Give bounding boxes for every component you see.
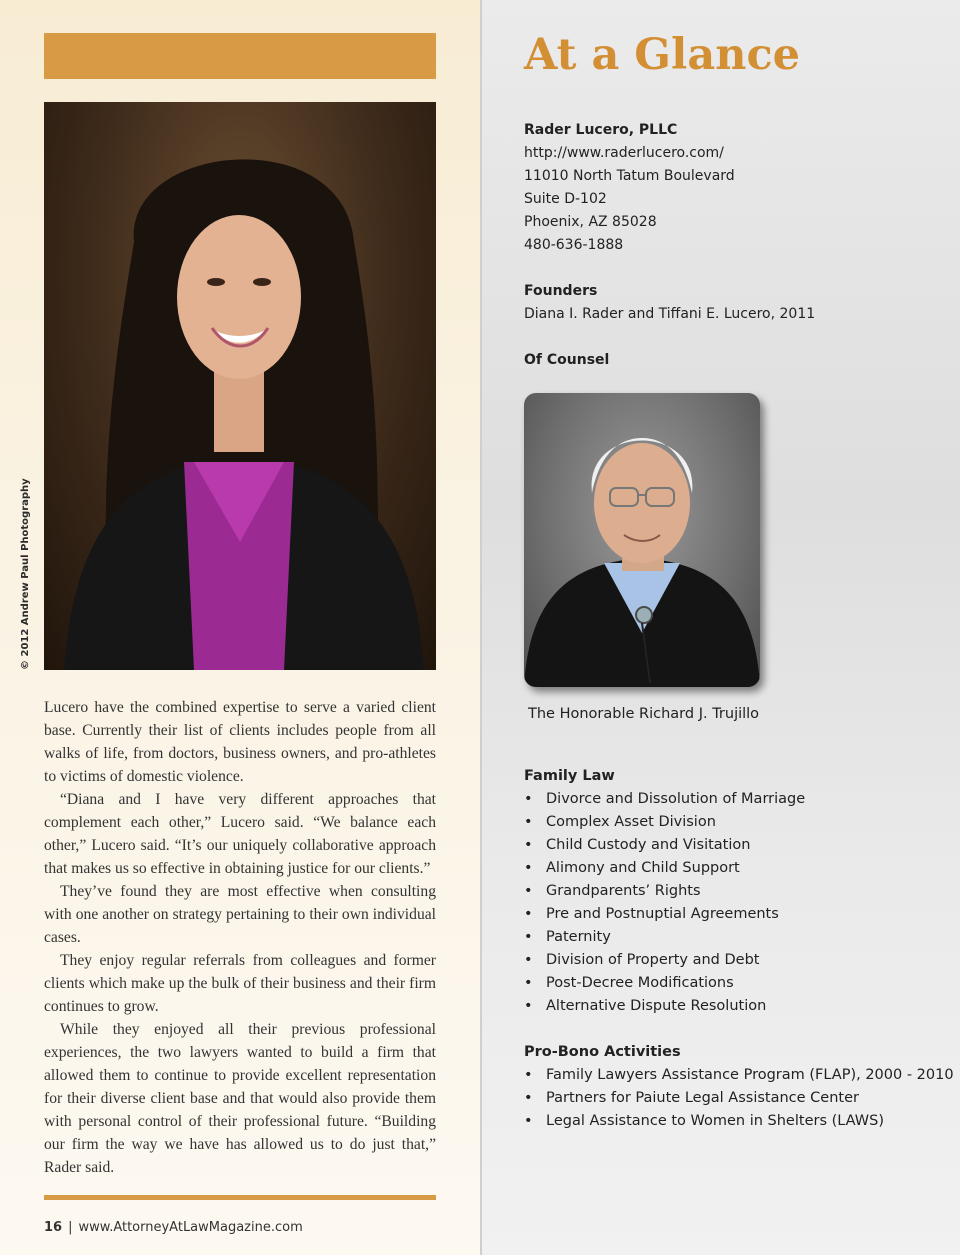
bullet-icon: • [524, 1090, 533, 1106]
list-item: • Post-Decree Modifications [524, 972, 805, 995]
header-accent-bar [44, 33, 436, 79]
bullet-icon: • [524, 952, 533, 968]
footer-separator: | [68, 1220, 73, 1235]
pro-bono-section [524, 1041, 954, 1133]
founders-value: Diana I. Rader and Tiffani E. Lucero, 2011 [524, 306, 816, 322]
author-photo [44, 102, 436, 670]
article-paragraph: “Diana and I have very different approaches that complement each other,” Lucero said. “We balance each other,” Lucero said. “It’s our uniquely collaborative approach that makes us so effective in obtaining justice for our clients.” [44, 791, 436, 877]
firm-suite: Suite D-102 [524, 191, 607, 207]
list-item: • Family Lawyers Assistance Program (FLAP), 2000 - 2010 [524, 1064, 954, 1087]
article-body [44, 696, 436, 1179]
article-paragraph: Lucero have the combined expertise to serve a varied client base. Currently their list of clients includes people from all walks of life, from doctors, business owners, and pro-athletes to victims of domestic violence. [44, 699, 436, 785]
bullet-icon: • [524, 814, 533, 830]
of-counsel-section [524, 349, 609, 372]
firm-street: 11010 North Tatum Boulevard [524, 168, 735, 184]
counsel-caption: The Honorable Richard J. Trujillo [528, 706, 760, 722]
article-paragraph: They’ve found they are most effective when consulting with one another on strategy pertaining to their own individual cases. [44, 883, 436, 946]
family-law-section [524, 765, 805, 1018]
page-footer [44, 1220, 303, 1235]
list-item: • Pre and Postnuptial Agreements [524, 903, 805, 926]
firm-name: Rader Lucero, PLLC [524, 122, 678, 138]
list-item: • Divorce and Dissolution of Marriage [524, 788, 805, 811]
bullet-icon: • [524, 929, 533, 945]
bullet-icon: • [524, 975, 533, 991]
list-item: • Alimony and Child Support [524, 857, 805, 880]
founders-section [524, 280, 815, 326]
list-item: • Complex Asset Division [524, 811, 805, 834]
firm-city: Phoenix, AZ 85028 [524, 214, 657, 230]
portrait-illustration [44, 102, 436, 670]
list-item: • Grandparents’ Rights [524, 880, 805, 903]
pro-bono-list [524, 1064, 954, 1133]
bullet-icon: • [524, 1067, 533, 1083]
article-paragraph: They enjoy regular referrals from colleagues and former clients which make up the bulk of their business and their firm continues to grow. [44, 952, 436, 1015]
family-law-heading: Family Law [524, 768, 615, 784]
bullet-icon: • [524, 998, 533, 1014]
page-number: 16 [44, 1220, 63, 1235]
list-item: • Alternative Dispute Resolution [524, 995, 805, 1018]
firm-info [524, 119, 735, 257]
bullet-icon: • [524, 1113, 533, 1129]
bullet-icon: • [524, 837, 533, 853]
list-item: • Child Custody and Visitation [524, 834, 805, 857]
bullet-icon: • [524, 791, 533, 807]
photo-credit: © 2012 Andrew Paul Photography [20, 478, 31, 670]
firm-url-link[interactable]: http://www.raderlucero.com/ [524, 145, 724, 161]
footer-accent-rule [44, 1195, 436, 1200]
sidebar-title: At a Glance [524, 30, 800, 80]
footer-website-link[interactable]: www.AttorneyAtLawMagazine.com [78, 1220, 303, 1235]
founders-heading: Founders [524, 283, 598, 299]
article-paragraph: While they enjoyed all their previous professional experiences, the two lawyers wanted to build a firm that allowed them to continue to provide excellent representation for their diverse client base and that would also provide them with personal control of their professional future. “Building our firm the way we have has allowed us to do just that,” Rader said. [44, 1021, 436, 1176]
counsel-portrait-illustration [524, 393, 760, 687]
family-law-list [524, 788, 805, 1018]
list-item: • Partners for Paiute Legal Assistance Center [524, 1087, 954, 1110]
pro-bono-heading: Pro-Bono Activities [524, 1044, 681, 1060]
list-item: • Division of Property and Debt [524, 949, 805, 972]
bullet-icon: • [524, 906, 533, 922]
bullet-icon: • [524, 860, 533, 876]
of-counsel-heading: Of Counsel [524, 352, 610, 368]
list-item: • Legal Assistance to Women in Shelters (LAWS) [524, 1110, 954, 1133]
list-item: • Paternity [524, 926, 805, 949]
counsel-photo [524, 393, 760, 687]
firm-phone: 480-636-1888 [524, 237, 624, 253]
bullet-icon: • [524, 883, 533, 899]
